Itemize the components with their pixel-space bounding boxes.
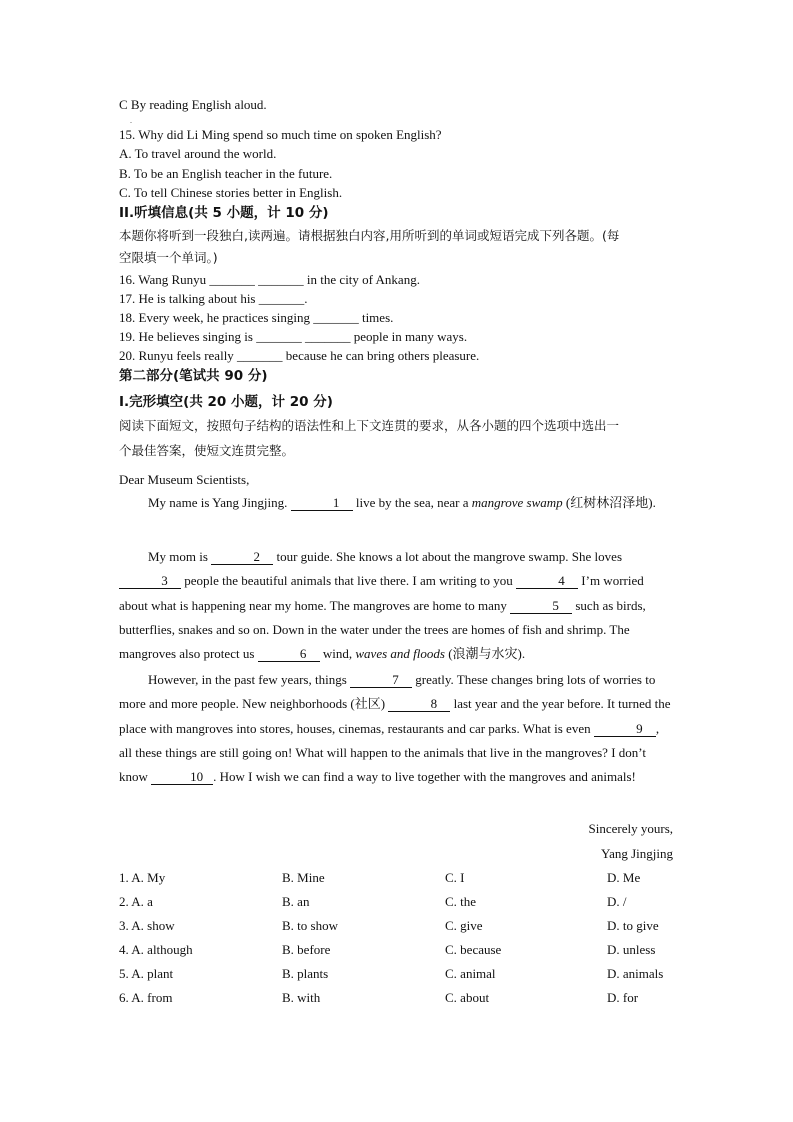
blank-9: 9 <box>594 722 656 737</box>
choice-2a: 2. A. a <box>119 894 153 909</box>
choice-3b: B. to show <box>282 918 338 933</box>
choice-6c: C. about <box>445 990 490 1005</box>
blank-1: 1 <box>291 496 353 511</box>
blank-6: 6 <box>258 647 320 662</box>
section-ii-instructions-cont: 空限填一个单词。) <box>119 250 218 265</box>
choice-5a: 5. A. plant <box>119 966 174 981</box>
choice-row-5 <box>119 966 679 986</box>
letter-paragraph-1: My name is Yang Jingjing. 1 live by the sea, near a mangrove swamp (红树林沼泽地). <box>148 495 656 510</box>
section-ii-title: II.听填信息(共 5 小题，计 10 分) <box>119 205 329 221</box>
choice-1c: C. I <box>445 870 465 885</box>
letter-salutation: Dear Museum Scientists, <box>119 472 250 487</box>
choice-4a: 4. A. although <box>119 942 193 957</box>
blank-8: 8 <box>388 697 450 712</box>
q15-option-a: A. To travel around the world. <box>119 146 277 161</box>
item-19: 19. He believes singing is _______ _______ people in many ways. <box>119 329 468 344</box>
blank-7: 7 <box>350 673 412 688</box>
decorative-dot: . <box>130 116 132 125</box>
section-ii-instructions: 本题你将听到一段独白,读两遍。请根据独白内容,用所听到的单词或短语完成下列各题。(每 <box>119 228 620 243</box>
part-two-title: 第二部分(笔试共 90 分) <box>119 368 268 384</box>
choice-3a: 3. A. show <box>119 918 175 933</box>
letter-paragraph-2: My mom is 2 tour guide. She knows a lot about the mangrove swamp. She loves 3 people the beautiful animals that live there. I am writing to you 4 I’m worried about what is happening near my home. The mangroves are home to many 5 such as birds, butterflies, snakes and so on. Down in the water under the trees are homes of fish and shrimp. The mangroves also protect us 6 wind, waves and floods (浪潮与水灾). <box>119 549 646 662</box>
choice-4c: C. because <box>445 942 502 957</box>
choice-5c: C. animal <box>445 966 496 981</box>
choice-6a: 6. A. from <box>119 990 173 1005</box>
choice-1d: D. Me <box>607 870 641 885</box>
cloze-title: I.完形填空(共 20 小题，计 20 分) <box>119 394 333 410</box>
choice-6d: D. for <box>607 990 639 1005</box>
item-16: 16. Wang Runyu _______ _______ in the city of Ankang. <box>119 272 420 287</box>
letter-paragraph-3: However, in the past few years, things 7 greatly. These changes bring lots of worries to more and more people. New neighborhoods (社区) 8 last year and the year before. It turned the place with mangroves into stores, houses, cinemas, restaurants and car parks. What is even 9 , all these things are still going on! What will happen to the animals that live in the mangroves? I don’t know 10 . How I wish we can find a way to live together with the mangroves and animals! <box>119 672 671 785</box>
cloze-instructions: 阅读下面短文，按照句子结构的语法性和上下文连贯的要求，从各小题的四个选项中选出一 <box>119 418 620 433</box>
choice-2d: D. / <box>607 894 627 909</box>
blank-10: 10 <box>151 770 213 785</box>
item-17: 17. He is talking about his _______. <box>119 291 308 306</box>
choice-6b: B. with <box>282 990 321 1005</box>
choice-4b: B. before <box>282 942 331 957</box>
cloze-instructions-cont: 个最佳答案，使短文连贯完整。 <box>119 443 295 458</box>
choice-5d: D. animals <box>607 966 664 981</box>
q15-question: 15. Why did Li Ming spend so much time on spoken English? <box>119 127 442 142</box>
item-18: 18. Every week, he practices singing _______ times. <box>119 310 394 325</box>
q15-option-c: C. To tell Chinese stories better in English. <box>119 185 343 200</box>
choice-row-4 <box>119 942 679 962</box>
choice-2b: B. an <box>282 894 310 909</box>
choice-row-6 <box>119 990 679 1010</box>
choice-2c: C. the <box>445 894 477 909</box>
item-20: 20. Runyu feels really _______ because he can bring others pleasure. <box>119 348 480 363</box>
choice-row-2 <box>119 894 679 914</box>
blank-4: 4 <box>516 574 578 589</box>
choice-1a: 1. A. My <box>119 870 166 885</box>
letter-signature: Yang Jingjing <box>600 846 673 861</box>
choice-row-3 <box>119 918 679 938</box>
letter-closing: Sincerely yours, <box>588 821 673 836</box>
choice-3d: D. to give <box>607 918 659 933</box>
choice-1b: B. Mine <box>282 870 325 885</box>
blank-5: 5 <box>510 599 572 614</box>
choice-3c: C. give <box>445 918 483 933</box>
choice-4d: D. unless <box>607 942 656 957</box>
choice-5b: B. plants <box>282 966 329 981</box>
q15-option-b: B. To be an English teacher in the future. <box>119 166 333 181</box>
blank-2: 2 <box>211 550 273 565</box>
choice-row-1 <box>119 870 679 890</box>
blank-3: 3 <box>119 574 181 589</box>
q14-option-c: C By reading English aloud. <box>119 97 267 112</box>
